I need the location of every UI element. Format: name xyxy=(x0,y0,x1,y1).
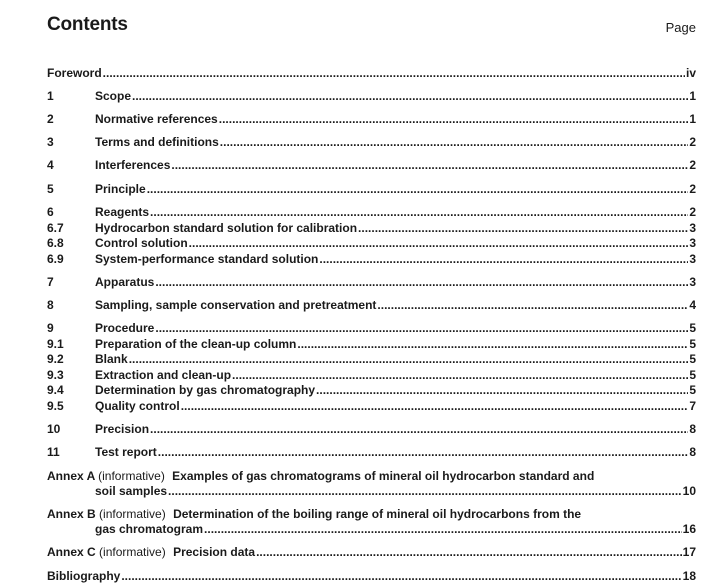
toc-entry-quality-control[interactable] xyxy=(47,399,696,414)
toc-page-number: 3 xyxy=(689,221,696,235)
toc-title: Scope xyxy=(95,89,132,103)
toc-page-number: 7 xyxy=(689,399,696,413)
dot-leader xyxy=(129,352,689,367)
dot-leader xyxy=(256,545,682,560)
dot-leader xyxy=(147,182,689,197)
toc-page-number: 1 xyxy=(689,112,696,126)
toc-section-number: 9.1 xyxy=(47,337,64,351)
toc-entry-sampling[interactable] xyxy=(47,298,696,313)
toc-section-number: 5 xyxy=(47,182,54,196)
toc-title: Normative references xyxy=(95,112,218,126)
toc-title: Quality control xyxy=(95,399,180,413)
toc-entry-annex-a-continuation[interactable] xyxy=(47,484,696,499)
toc-entry-annex-b[interactable] xyxy=(47,507,696,522)
toc-entry-control-solution[interactable] xyxy=(47,236,696,251)
toc-section-number: 2 xyxy=(47,112,54,126)
toc-title: Reagents xyxy=(95,205,150,219)
toc-entry-principle[interactable] xyxy=(47,182,696,197)
toc-page-number: 8 xyxy=(689,445,696,459)
dot-leader xyxy=(220,135,689,150)
toc-page-number: 1 xyxy=(689,89,696,103)
toc-page-number: 2 xyxy=(689,135,696,149)
toc-title: Determination of the boiling range of mineral oil hydrocarbons from the xyxy=(173,507,582,521)
dot-leader xyxy=(121,569,681,584)
toc-page-number: 4 xyxy=(689,298,696,312)
dot-leader xyxy=(319,252,688,267)
toc-section-number: 9.2 xyxy=(47,352,64,366)
toc-title: Preparation of the clean-up column xyxy=(95,337,297,351)
toc-title: Hydrocarbon standard solution for calibration xyxy=(95,221,358,235)
toc-title: Procedure xyxy=(95,321,155,335)
annex-heading xyxy=(47,545,255,560)
toc-entry-terms-and-definitions[interactable] xyxy=(47,135,696,150)
annex-informative-tag: (informative) xyxy=(98,469,165,483)
toc-section-number: 10 xyxy=(47,422,61,436)
dot-leader xyxy=(155,321,688,336)
toc-entry-blank[interactable] xyxy=(47,352,696,367)
toc-entry-reagents[interactable] xyxy=(47,205,696,220)
dot-leader xyxy=(158,445,689,460)
toc-title: Extraction and clean-up xyxy=(95,368,232,382)
toc-entry-foreword[interactable] xyxy=(47,66,696,81)
toc-title: System-performance standard solution xyxy=(95,252,319,266)
toc-entry-bibliography[interactable] xyxy=(47,569,696,584)
toc-page-number: 8 xyxy=(689,422,696,436)
toc-page-number: 2 xyxy=(689,158,696,172)
toc-title: Precision data xyxy=(173,545,256,559)
toc-title: soil samples xyxy=(95,484,168,498)
toc-entry-interferences[interactable] xyxy=(47,158,696,173)
dot-leader xyxy=(377,298,688,313)
toc-page-number: 16 xyxy=(682,522,696,536)
dot-leader xyxy=(181,399,689,414)
toc-title: Apparatus xyxy=(95,275,155,289)
toc-title: Interferences xyxy=(95,158,171,172)
toc-entry-hydrocarbon-standard-solution[interactable] xyxy=(47,221,696,236)
toc-entry-annex-a[interactable] xyxy=(47,469,696,484)
annex-informative-tag: (informative) xyxy=(99,545,166,559)
toc-section-number: 4 xyxy=(47,158,54,172)
toc-section-number: 6.7 xyxy=(47,221,64,235)
toc-page-number: iv xyxy=(685,66,696,80)
toc-page-number: 17 xyxy=(682,545,696,559)
toc-page-number: 5 xyxy=(689,368,696,382)
toc-title: Control solution xyxy=(95,236,188,250)
toc-section-number: 6 xyxy=(47,205,54,219)
toc-page-number: 3 xyxy=(689,275,696,289)
toc-entry-procedure[interactable] xyxy=(47,321,696,336)
dot-leader xyxy=(132,89,688,104)
toc-title: Sampling, sample conservation and pretreatment xyxy=(95,298,377,312)
toc-title: Test report xyxy=(95,445,157,459)
annex-label: Annex A xyxy=(47,469,95,483)
dot-leader xyxy=(232,368,688,383)
dot-leader xyxy=(316,383,688,398)
toc-entry-normative-references[interactable] xyxy=(47,112,696,127)
toc-entry-apparatus[interactable] xyxy=(47,275,696,290)
annex-label: Annex B xyxy=(47,507,96,521)
toc-title: Determination by gas chromatography xyxy=(95,383,316,397)
toc-entry-scope[interactable] xyxy=(47,89,696,104)
toc-title: Foreword xyxy=(47,66,102,80)
toc-page-number: 5 xyxy=(689,321,696,335)
toc-section-number: 9 xyxy=(47,321,54,335)
dot-leader xyxy=(155,275,688,290)
dot-leader xyxy=(189,236,689,251)
toc-section-number: 6.9 xyxy=(47,252,64,266)
toc-entry-system-performance-solution[interactable] xyxy=(47,252,696,267)
toc-section-number: 9.4 xyxy=(47,383,64,397)
dot-leader xyxy=(297,337,688,352)
toc-entry-test-report[interactable] xyxy=(47,445,696,460)
annex-label: Annex C xyxy=(47,545,96,559)
dot-leader xyxy=(219,112,689,127)
toc-section-number: 3 xyxy=(47,135,54,149)
toc-title: Bibliography xyxy=(47,569,121,583)
toc-page-number: 2 xyxy=(689,205,696,219)
toc-page-number: 10 xyxy=(682,484,696,498)
dot-leader xyxy=(103,66,685,81)
toc-page-number: 5 xyxy=(689,383,696,397)
annex-informative-tag: (informative) xyxy=(99,507,166,521)
toc-entry-annex-b-continuation[interactable] xyxy=(47,522,696,537)
toc-section-number: 11 xyxy=(47,445,60,459)
toc-page-number: 3 xyxy=(689,252,696,266)
toc-entry-annex-c[interactable] xyxy=(47,545,696,560)
dot-leader xyxy=(358,221,688,236)
toc-title: Blank xyxy=(95,352,128,366)
toc-entry-gas-chromatography[interactable] xyxy=(47,383,696,398)
dot-leader xyxy=(204,522,682,537)
dot-leader xyxy=(150,205,688,220)
toc-entry-extraction[interactable] xyxy=(47,368,696,383)
toc-page-number: 5 xyxy=(689,337,696,351)
toc-section-number: 8 xyxy=(47,298,54,312)
toc-section-number: 7 xyxy=(47,275,54,289)
toc-page-number: 18 xyxy=(682,569,696,583)
toc-entry-precision[interactable] xyxy=(47,422,696,437)
toc-page-number: 2 xyxy=(689,182,696,196)
toc-section-number: 6.8 xyxy=(47,236,64,250)
toc-page-number: 3 xyxy=(689,236,696,250)
toc-title: Terms and definitions xyxy=(95,135,219,149)
toc-section-number: 9.5 xyxy=(47,399,64,413)
toc-entry-clean-up-column[interactable] xyxy=(47,337,696,352)
dot-leader xyxy=(171,158,688,173)
toc-title: Principle xyxy=(95,182,146,196)
toc-title: gas chromatogram xyxy=(95,522,204,536)
toc-section-number: 9.3 xyxy=(47,368,64,382)
dot-leader xyxy=(150,422,688,437)
toc-section-number: 1 xyxy=(47,89,54,103)
page-column-label: Page xyxy=(665,20,696,35)
toc-title: Examples of gas chromatograms of mineral oil hydrocarbon standard and xyxy=(172,469,595,483)
page-title: Contents xyxy=(47,14,128,35)
dot-leader xyxy=(168,484,682,499)
toc-title: Precision xyxy=(95,422,150,436)
toc-page-number: 5 xyxy=(689,352,696,366)
